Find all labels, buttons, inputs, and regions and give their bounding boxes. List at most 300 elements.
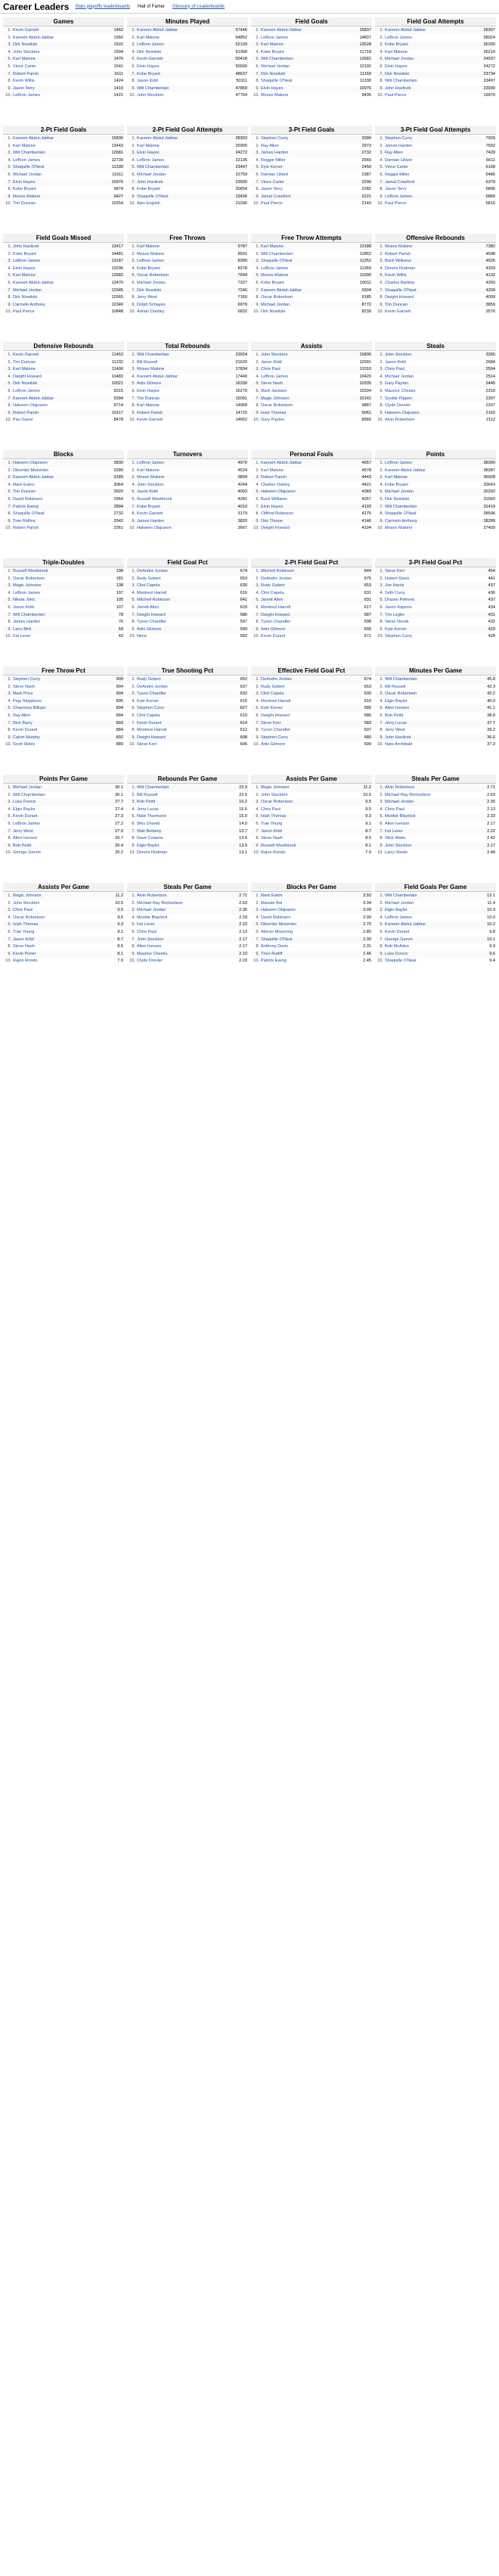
player-link[interactable]: Artis Gilmore: [137, 381, 162, 387]
player-link[interactable]: Stephen Curry: [13, 677, 41, 682]
player-link[interactable]: David Robinson: [13, 496, 43, 502]
player-link[interactable]: Jason Terry: [385, 187, 407, 192]
player-link[interactable]: Elgin Baylor: [137, 843, 160, 848]
player-link[interactable]: Russell Westbrook: [137, 496, 172, 502]
player-link[interactable]: Robert Parish: [13, 526, 39, 531]
player-link[interactable]: Dwight Howard: [261, 526, 290, 531]
player-link[interactable]: Charles Oakley: [261, 482, 290, 487]
player-link[interactable]: LeBron James: [13, 93, 41, 98]
player-link[interactable]: Wilt Chamberlain: [385, 893, 417, 898]
player-link[interactable]: Dirk Nowitzki: [137, 49, 162, 54]
player-link[interactable]: Shaquille O'Neal: [261, 259, 293, 264]
player-link[interactable]: Dwight Howard: [385, 295, 414, 300]
player-link[interactable]: Michael Jordan: [13, 172, 42, 177]
player-link[interactable]: Jarrett Allen: [137, 604, 160, 610]
player-link[interactable]: Jerry West: [385, 728, 405, 733]
player-link[interactable]: Jason Kidd: [261, 359, 282, 365]
player-link[interactable]: Montrezl Harrell: [261, 698, 291, 704]
player-link[interactable]: Kareem Abdul-Jabbar: [13, 396, 54, 401]
player-link[interactable]: Dwight Howard: [261, 713, 290, 718]
player-link[interactable]: Elgin Baylor: [385, 698, 408, 704]
player-link[interactable]: Clyde Drexler: [137, 959, 163, 964]
player-link[interactable]: Reggie Miller: [261, 157, 286, 163]
player-link[interactable]: Dikembe Mutombo: [13, 468, 48, 473]
player-link[interactable]: Mitchell Robinson: [137, 598, 171, 603]
player-link[interactable]: Patrick Ewing: [261, 959, 287, 964]
player-link[interactable]: Steve Nash: [261, 381, 283, 387]
player-link[interactable]: LeBron James: [13, 821, 41, 826]
player-link[interactable]: Vince Carter: [261, 179, 284, 185]
player-link[interactable]: LeBron James: [13, 388, 41, 393]
player-link[interactable]: Karl Malone: [137, 468, 160, 473]
player-link[interactable]: Kareem Abdul-Jabbar: [385, 28, 426, 33]
player-link[interactable]: Kevin Garnett: [385, 309, 411, 315]
player-link[interactable]: Shaquille O'Neal: [13, 511, 45, 517]
player-link[interactable]: David Robinson: [261, 915, 291, 920]
player-link[interactable]: Steve Nash: [13, 684, 35, 689]
player-link[interactable]: Oscar Robertson: [261, 403, 293, 409]
player-link[interactable]: Elvin Hayes: [137, 388, 160, 393]
player-link[interactable]: Steve Novak: [385, 620, 409, 625]
player-link[interactable]: Wilt Chamberlain: [261, 251, 293, 256]
player-link[interactable]: LeBron James: [13, 259, 41, 264]
player-link[interactable]: Artis Gilmore: [261, 742, 286, 747]
player-link[interactable]: Kobe Bryant: [137, 71, 160, 76]
player-link[interactable]: Drazen Petrovic: [385, 598, 415, 603]
player-link[interactable]: Moses Malone: [261, 273, 289, 278]
player-link[interactable]: Jerry Lucas: [137, 806, 159, 812]
player-link[interactable]: Jerry West: [13, 828, 33, 834]
player-link[interactable]: LeBron James: [137, 42, 165, 48]
player-link[interactable]: John Havlicek: [13, 244, 39, 249]
player-link[interactable]: Damian Lillard: [385, 157, 412, 163]
player-link[interactable]: Charles Barkley: [385, 280, 415, 285]
player-link[interactable]: Jason Kidd: [13, 604, 34, 610]
player-link[interactable]: Dikembe Mutombo: [261, 922, 296, 928]
player-link[interactable]: Artis Gilmore: [261, 626, 286, 632]
player-link[interactable]: LeBron James: [137, 157, 165, 163]
player-link[interactable]: Karl Malone: [13, 57, 36, 62]
player-link[interactable]: Kevin Durant: [261, 634, 286, 639]
player-link[interactable]: Hakeem Olajuwon: [261, 908, 296, 913]
player-link[interactable]: Wilt Chamberlain: [385, 79, 417, 84]
player-link[interactable]: James Harden: [13, 620, 41, 625]
glossary-link[interactable]: Glossary of Leaderboards: [172, 4, 225, 9]
player-link[interactable]: Hubert Davis: [385, 576, 410, 581]
player-link[interactable]: Chris Paul: [261, 806, 280, 812]
player-link[interactable]: Steve Kerr: [385, 569, 405, 573]
player-link[interactable]: Dolph Schayes: [137, 302, 166, 307]
player-link[interactable]: Magic Johnson: [13, 583, 42, 589]
player-link[interactable]: Rajon Rondo: [13, 959, 38, 964]
player-link[interactable]: Jason Kapono: [385, 604, 412, 610]
player-link[interactable]: Russell Westbrook: [261, 843, 296, 848]
player-link[interactable]: Robert Parish: [385, 251, 411, 256]
player-link[interactable]: Allen Iverson: [13, 836, 38, 841]
player-link[interactable]: Michael Jordan: [137, 280, 166, 285]
player-link[interactable]: Carmelo Anthony: [13, 302, 45, 307]
player-link[interactable]: Moses Malone: [137, 251, 165, 256]
player-link[interactable]: Steve Kerr: [137, 742, 157, 747]
player-link[interactable]: Jason Terry: [13, 85, 35, 91]
player-link[interactable]: Kevin Durant: [13, 728, 38, 733]
player-link[interactable]: Dennis Rodman: [137, 850, 168, 856]
player-link[interactable]: Kobe Bryant: [137, 266, 160, 271]
player-link[interactable]: Buck Williams: [385, 259, 411, 264]
player-link[interactable]: Alex English: [137, 201, 160, 207]
player-link[interactable]: Bob Pettit: [13, 843, 32, 848]
player-link[interactable]: Tim Duncan: [13, 359, 36, 365]
player-link[interactable]: Wilt Chamberlain: [13, 612, 45, 617]
player-link[interactable]: John Stockton: [13, 49, 40, 54]
player-link[interactable]: Rudy Gobert: [137, 677, 161, 682]
player-link[interactable]: Oscar Robertson: [13, 915, 45, 920]
player-link[interactable]: Tim Duncan: [137, 396, 160, 401]
player-link[interactable]: Karl Malone: [137, 143, 160, 148]
player-link[interactable]: Robert Parish: [137, 410, 163, 415]
player-link[interactable]: Mookie Blaylock: [385, 814, 416, 819]
player-link[interactable]: Tyson Chandler: [137, 691, 167, 697]
player-link[interactable]: Jason Kidd: [385, 359, 406, 365]
player-link[interactable]: Vince Carter: [13, 64, 36, 69]
player-link[interactable]: Paul Pierce: [261, 201, 283, 207]
player-link[interactable]: Kareem Abdul-Jabbar: [13, 35, 54, 40]
player-link[interactable]: Hakeem Olajuwon: [261, 489, 296, 495]
player-link[interactable]: Maurice Cheeks: [385, 388, 416, 393]
player-link[interactable]: Hakeem Olajuwon: [13, 461, 48, 465]
player-link[interactable]: Chauncey Billups: [13, 706, 46, 711]
player-link[interactable]: Kareem Abdul-Jabbar: [261, 461, 302, 465]
player-link[interactable]: Wilt Chamberlain: [385, 677, 417, 682]
player-link[interactable]: Wilt Chamberlain: [137, 785, 169, 790]
player-link[interactable]: Adrian Dantley: [137, 309, 165, 315]
player-link[interactable]: Ray Allen: [385, 151, 403, 156]
player-link[interactable]: Dwight Howard: [137, 735, 166, 740]
player-link[interactable]: Michael Jordan: [261, 64, 290, 69]
player-link[interactable]: Dirk Nowitzki: [385, 71, 410, 76]
player-link[interactable]: James Harden: [385, 143, 413, 148]
player-link[interactable]: Bill Russell: [137, 792, 158, 797]
player-link[interactable]: Moses Malone: [385, 526, 413, 531]
player-link[interactable]: LeBron James: [385, 461, 413, 465]
player-link[interactable]: Robert Parish: [13, 410, 39, 415]
player-link[interactable]: Dirk Nowitzki: [13, 295, 38, 300]
player-link[interactable]: DeAndre Jordan: [137, 569, 168, 573]
player-link[interactable]: Kareem Abdul-Jabbar: [137, 28, 178, 33]
player-link[interactable]: Karl Malone: [13, 143, 36, 148]
player-link[interactable]: Mark Jackson: [261, 388, 287, 393]
player-link[interactable]: Kyle Korver: [137, 698, 159, 704]
player-link[interactable]: Kareem Abdul-Jabbar: [137, 136, 178, 141]
player-link[interactable]: Kyle Korver: [261, 706, 283, 711]
player-link[interactable]: Larry Bird: [13, 626, 32, 632]
player-link[interactable]: Wilt Chamberlain: [137, 85, 169, 91]
player-link[interactable]: Kevin Durant: [385, 929, 410, 934]
player-link[interactable]: Karl Malone: [137, 35, 160, 40]
player-link[interactable]: Trae Young: [261, 821, 283, 826]
player-link[interactable]: Stephen Curry: [385, 634, 413, 639]
player-link[interactable]: Karl Malone: [261, 468, 284, 473]
player-link[interactable]: Elvin Hayes: [261, 85, 284, 91]
player-link[interactable]: Michael Jordan: [385, 900, 414, 906]
player-link[interactable]: Jason Kidd: [13, 937, 34, 942]
player-link[interactable]: John Stockton: [385, 843, 412, 848]
player-link[interactable]: John Havlicek: [385, 735, 411, 740]
player-link[interactable]: Jason Kidd: [261, 828, 282, 834]
player-link[interactable]: Mark Eaton: [13, 482, 35, 487]
player-link[interactable]: Wilt Chamberlain: [13, 151, 45, 156]
player-link[interactable]: Kobe Bryant: [137, 504, 160, 509]
player-link[interactable]: Michael Jordan: [385, 800, 414, 805]
player-link[interactable]: Karl Malone: [137, 244, 160, 249]
player-link[interactable]: Kareem Abdul-Jabbar: [385, 922, 426, 928]
player-link[interactable]: Isiah Thomas: [261, 410, 287, 415]
player-link[interactable]: Allen Iverson: [385, 706, 410, 711]
player-link[interactable]: LeBron James: [137, 259, 165, 264]
player-link[interactable]: Tyson Chandler: [261, 728, 291, 733]
player-link[interactable]: LeBron James: [261, 374, 289, 379]
player-link[interactable]: LeBron James: [385, 35, 413, 40]
player-link[interactable]: Michael Jordan: [385, 374, 414, 379]
player-link[interactable]: Walt Bellamy: [137, 828, 162, 834]
player-link[interactable]: Anthony Davis: [261, 944, 289, 949]
player-link[interactable]: Michael Jordan: [261, 302, 290, 307]
player-link[interactable]: Bob Pettit: [385, 713, 404, 718]
player-link[interactable]: Robert Parish: [261, 475, 287, 480]
player-link[interactable]: Kevin Willis: [13, 79, 35, 84]
player-link[interactable]: Mark Price: [13, 691, 33, 697]
player-link[interactable]: Scottie Pippen: [385, 396, 413, 401]
player-link[interactable]: Luka Doncic: [13, 800, 36, 805]
player-link[interactable]: Nate Archibald: [385, 742, 413, 747]
player-link[interactable]: Montrezl Harrell: [137, 590, 167, 595]
player-link[interactable]: DeAndre Jordan: [261, 576, 292, 581]
player-link[interactable]: Dirk Nowitzki: [385, 496, 410, 502]
player-link[interactable]: Calvin Murphy: [13, 735, 40, 740]
player-link[interactable]: Manute Bol: [261, 900, 283, 906]
player-link[interactable]: Moses Malone: [137, 367, 165, 372]
player-link[interactable]: Dwight Howard: [261, 612, 290, 617]
player-link[interactable]: Isiah Thomas: [13, 922, 39, 928]
player-link[interactable]: Shaquille O'Neal: [385, 511, 417, 517]
player-link[interactable]: Moses Malone: [137, 475, 165, 480]
player-link[interactable]: Kobe Bryant: [137, 187, 160, 192]
player-link[interactable]: Stephen Curry: [385, 136, 413, 141]
player-link[interactable]: Moses Malone: [261, 93, 289, 98]
player-link[interactable]: Karl Malone: [261, 244, 284, 249]
player-link[interactable]: Kareem Abdul-Jabbar: [261, 28, 302, 33]
player-link[interactable]: Oscar Robertson: [13, 576, 45, 581]
player-link[interactable]: Bill Russell: [137, 359, 158, 365]
player-link[interactable]: Jarrett Allen: [261, 598, 284, 603]
player-link[interactable]: LeBron James: [385, 915, 413, 920]
player-link[interactable]: LeBron James: [385, 194, 413, 199]
player-link[interactable]: Mark Eaton: [261, 893, 283, 898]
player-link[interactable]: Fat Lever: [13, 634, 31, 639]
player-link[interactable]: Dennis Rodman: [385, 266, 416, 271]
player-link[interactable]: Kevin Garnett: [13, 28, 39, 33]
player-link[interactable]: Tim Duncan: [13, 489, 36, 495]
player-link[interactable]: Elvin Hayes: [137, 64, 160, 69]
player-link[interactable]: Moses Malone: [385, 244, 413, 249]
player-link[interactable]: Hakeem Olajuwon: [137, 526, 172, 531]
player-link[interactable]: Chris Paul: [261, 367, 280, 372]
player-link[interactable]: Nene: [137, 634, 147, 639]
player-link[interactable]: John Stockton: [261, 792, 288, 797]
player-link[interactable]: Alvin Robertson: [385, 418, 415, 423]
player-link[interactable]: Wilt Chamberlain: [385, 504, 417, 509]
player-link[interactable]: Wilt Chamberlain: [137, 353, 169, 357]
player-link[interactable]: Ray Allen: [261, 143, 279, 148]
player-link[interactable]: Fat Lever: [137, 922, 155, 928]
player-link[interactable]: Magic Johnson: [261, 785, 290, 790]
player-link[interactable]: Shaquille O'Neal: [13, 165, 45, 170]
player-link[interactable]: Gary Payton: [385, 381, 409, 387]
player-link[interactable]: Dirk Nowitzki: [13, 42, 38, 48]
player-link[interactable]: Kevin Porter: [13, 951, 36, 956]
player-link[interactable]: John Havlicek: [385, 85, 411, 91]
player-link[interactable]: Dwight Howard: [137, 612, 166, 617]
player-link[interactable]: Paul Pierce: [13, 309, 35, 315]
player-link[interactable]: Tree Rollins: [13, 518, 36, 524]
player-link[interactable]: Peja Stojakovic: [13, 698, 42, 704]
player-link[interactable]: Wes Unseld: [137, 821, 160, 826]
player-link[interactable]: Steve Nash: [13, 944, 35, 949]
player-link[interactable]: Hakeem Olajuwon: [13, 403, 48, 409]
player-link[interactable]: Kevin Garnett: [137, 57, 163, 62]
player-link[interactable]: John Stockton: [13, 900, 40, 906]
player-link[interactable]: Magic Johnson: [261, 396, 290, 401]
player-link[interactable]: Pau Gasol: [13, 418, 33, 423]
player-link[interactable]: Michael Jordan: [13, 785, 42, 790]
player-link[interactable]: Rick Barry: [13, 720, 33, 726]
player-link[interactable]: Oscar Robertson: [261, 295, 293, 300]
player-link[interactable]: Rudy Gobert: [261, 583, 285, 589]
player-link[interactable]: LeBron James: [137, 461, 165, 465]
player-link[interactable]: Kevin Garnett: [137, 418, 163, 423]
player-link[interactable]: Rudy Gobert: [261, 684, 285, 689]
player-link[interactable]: Rajon Rondo: [261, 850, 286, 856]
player-link[interactable]: Wilt Chamberlain: [13, 792, 45, 797]
player-link[interactable]: Artis Gilmore: [137, 626, 162, 632]
player-link[interactable]: Bill Russell: [385, 684, 406, 689]
player-link[interactable]: Paul Pierce: [385, 201, 407, 207]
player-link[interactable]: Michael Jordan: [137, 172, 166, 177]
player-link[interactable]: Tim Duncan: [385, 302, 408, 307]
player-link[interactable]: Clifford Robinson: [261, 511, 293, 517]
player-link[interactable]: Tim Duncan: [13, 201, 36, 207]
player-link[interactable]: Elvin Hayes: [385, 64, 408, 69]
player-link[interactable]: Kareem Abdul-Jabbar: [137, 374, 178, 379]
player-link[interactable]: John Stockton: [137, 93, 164, 98]
player-link[interactable]: Dirk Nowitzki: [261, 309, 286, 315]
player-link[interactable]: Elvin Hayes: [13, 266, 36, 271]
player-link[interactable]: Allen Iverson: [385, 821, 410, 826]
player-link[interactable]: John Havlicek: [137, 179, 163, 185]
player-link[interactable]: Wilt Chamberlain: [137, 165, 169, 170]
player-link[interactable]: George Gervin: [13, 850, 41, 856]
player-link[interactable]: Robert Parish: [13, 71, 39, 76]
player-link[interactable]: Kobe Bryant: [13, 187, 36, 192]
player-link[interactable]: Clint Capela: [137, 713, 160, 718]
player-link[interactable]: Luka Doncic: [385, 951, 408, 956]
player-link[interactable]: Damian Lillard: [261, 172, 288, 177]
player-link[interactable]: Larry Steele: [385, 850, 408, 856]
player-link[interactable]: John Stockton: [261, 353, 288, 357]
player-link[interactable]: Carmelo Anthony: [385, 518, 417, 524]
player-link[interactable]: Jamal Crawford: [261, 194, 291, 199]
player-link[interactable]: John Stockton: [385, 353, 412, 357]
player-link[interactable]: Kareem Abdul-Jabbar: [385, 468, 426, 473]
player-link[interactable]: Dirk Nowitzki: [13, 381, 38, 387]
playoffs-link[interactable]: Stats playoffs leaderboards: [75, 4, 130, 9]
player-link[interactable]: Alonzo Mourning: [261, 929, 293, 934]
player-link[interactable]: Michael Jordan: [137, 908, 166, 913]
player-link[interactable]: Kareem Abdul-Jabbar: [13, 280, 54, 285]
player-link[interactable]: Oscar Robertson: [137, 273, 169, 278]
player-link[interactable]: Kareem Abdul-Jabbar: [13, 475, 54, 480]
player-link[interactable]: Paul Pierce: [385, 93, 407, 98]
player-link[interactable]: Elgin Baylor: [385, 908, 408, 913]
player-link[interactable]: Chris Paul: [137, 929, 157, 934]
player-link[interactable]: Kevin Willis: [385, 273, 407, 278]
player-link[interactable]: Isiah Thomas: [261, 814, 287, 819]
player-link[interactable]: Montrezl Harrell: [261, 604, 291, 610]
player-link[interactable]: Alvin Robertson: [385, 785, 415, 790]
player-link[interactable]: Stephen Curry: [261, 136, 289, 141]
player-link[interactable]: Bob Pettit: [137, 800, 156, 805]
player-link[interactable]: Michael Ray Richardson: [137, 900, 183, 906]
player-link[interactable]: Buck Williams: [261, 496, 287, 502]
player-link[interactable]: Michael Jordan: [385, 489, 414, 495]
player-link[interactable]: Kobe Bryant: [385, 482, 408, 487]
player-link[interactable]: Clyde Drexler: [385, 403, 411, 409]
player-link[interactable]: Oscar Robertson: [261, 800, 293, 805]
player-link[interactable]: Montrezl Harrell: [137, 728, 167, 733]
player-link[interactable]: Rudy Gobert: [137, 576, 161, 581]
player-link[interactable]: Michael Jordan: [13, 287, 42, 293]
player-link[interactable]: Elgin Baylor: [13, 806, 36, 812]
player-link[interactable]: LeBron James: [13, 157, 41, 163]
player-link[interactable]: Tyson Chandler: [137, 620, 167, 625]
player-link[interactable]: Kareem Abdul-Jabbar: [261, 287, 302, 293]
player-link[interactable]: Karl Malone: [13, 367, 36, 372]
player-link[interactable]: Karl Malone: [385, 49, 408, 54]
player-link[interactable]: Mookie Blaylock: [137, 915, 168, 920]
player-link[interactable]: Allen Iverson: [137, 944, 162, 949]
player-link[interactable]: Clint Capela: [261, 590, 284, 595]
player-link[interactable]: LeBron James: [261, 266, 289, 271]
player-link[interactable]: Theo Ratliff: [261, 951, 283, 956]
player-link[interactable]: Shaquille O'Neal: [385, 959, 417, 964]
player-link[interactable]: Kevin Durant: [137, 720, 162, 726]
player-link[interactable]: Kobe Bryant: [385, 42, 408, 48]
player-link[interactable]: Tim Legler: [385, 612, 405, 617]
player-link[interactable]: Joe Harris: [385, 583, 404, 589]
player-link[interactable]: Clint Capela: [137, 583, 160, 589]
player-link[interactable]: Kyle Korver: [385, 626, 407, 632]
player-link[interactable]: Stephen Curry: [137, 706, 165, 711]
player-link[interactable]: Nate Thurmond: [137, 814, 166, 819]
player-link[interactable]: Vince Carter: [385, 165, 408, 170]
player-link[interactable]: Steve Kerr: [261, 720, 281, 726]
player-link[interactable]: James Harden: [261, 151, 289, 156]
player-link[interactable]: Karl Malone: [13, 273, 36, 278]
player-link[interactable]: Hakeem Olajuwon: [385, 410, 420, 415]
player-link[interactable]: Stephen Curry: [261, 735, 289, 740]
player-link[interactable]: Fat Lever: [385, 828, 403, 834]
player-link[interactable]: Dwight Howard: [13, 374, 42, 379]
